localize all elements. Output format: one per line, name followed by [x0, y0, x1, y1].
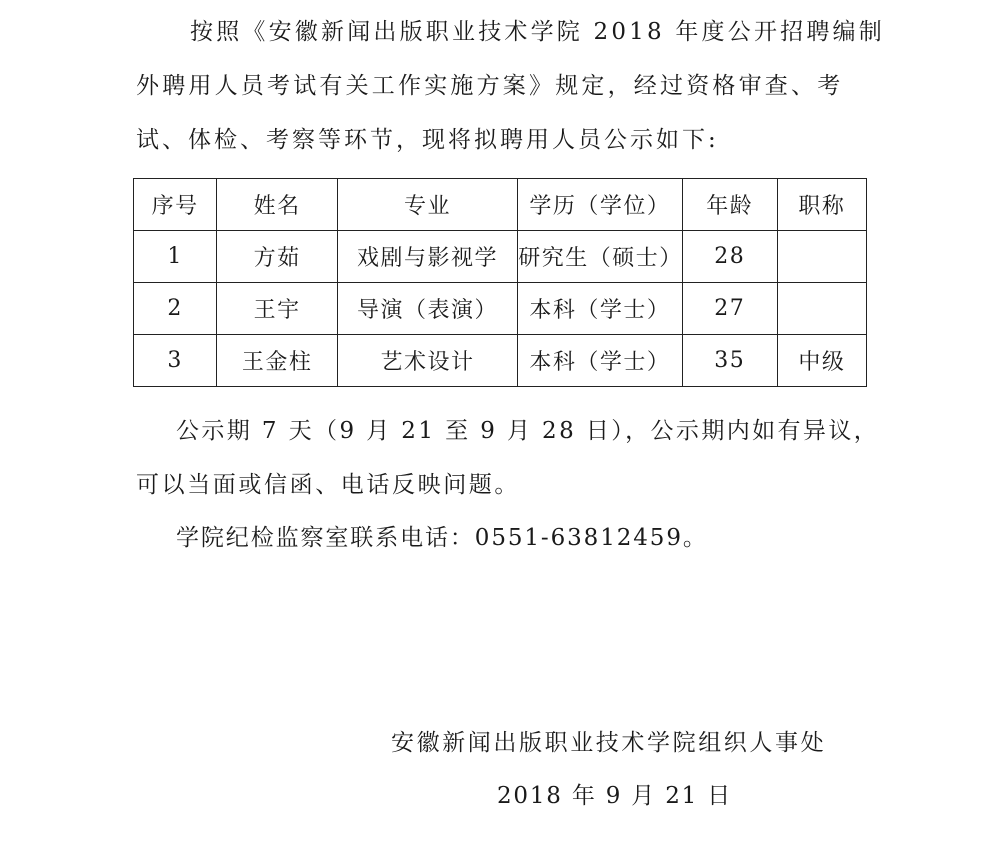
hire-table [133, 178, 867, 387]
signature-org: 安徽新闻出版职业技术学院组织人事处 [391, 730, 827, 756]
cell-name: 王金柱 [217, 335, 338, 387]
cell-index: 1 [134, 231, 217, 283]
table-row [134, 283, 867, 335]
cell-degree: 本科（学士） [518, 335, 682, 387]
intro-line-1: 按照《安徽新闻出版职业技术学院 2018 年度公开招聘编制 [190, 19, 885, 45]
table-row [134, 231, 867, 283]
table-header-row [134, 179, 867, 231]
cell-age: 27 [682, 283, 777, 335]
header-index: 序号 [134, 179, 217, 231]
header-major: 专业 [337, 179, 517, 231]
notice-feedback: 可以当面或信函、电话反映问题。 [136, 472, 520, 498]
cell-index: 3 [134, 335, 217, 387]
cell-title: 中级 [777, 335, 866, 387]
cell-age: 28 [682, 231, 777, 283]
cell-title [777, 283, 866, 335]
signature-date: 2018 年 9 月 21 日 [497, 783, 732, 809]
header-title: 职称 [777, 179, 866, 231]
notice-contact: 学院纪检监察室联系电话：0551-63812459。 [176, 525, 708, 551]
cell-major: 艺术设计 [337, 335, 517, 387]
header-degree: 学历（学位） [518, 179, 682, 231]
intro-line-2: 外聘用人员考试有关工作实施方案》规定，经过资格审查、考 [136, 73, 844, 99]
table-row [134, 335, 867, 387]
cell-age: 35 [682, 335, 777, 387]
header-name: 姓名 [217, 179, 338, 231]
notice-period: 公示期 7 天（9 月 21 至 9 月 28 日），公示期内如有异议， [176, 418, 880, 444]
cell-major: 导演（表演） [337, 283, 517, 335]
cell-degree: 本科（学士） [518, 283, 682, 335]
cell-name: 王宇 [217, 283, 338, 335]
cell-degree: 研究生（硕士） [518, 231, 682, 283]
intro-line-3: 试、体检、考察等环节，现将拟聘用人员公示如下: [136, 127, 719, 153]
cell-index: 2 [134, 283, 217, 335]
cell-title [777, 231, 866, 283]
cell-major: 戏剧与影视学 [337, 231, 517, 283]
header-age: 年龄 [682, 179, 777, 231]
cell-name: 方茹 [217, 231, 338, 283]
